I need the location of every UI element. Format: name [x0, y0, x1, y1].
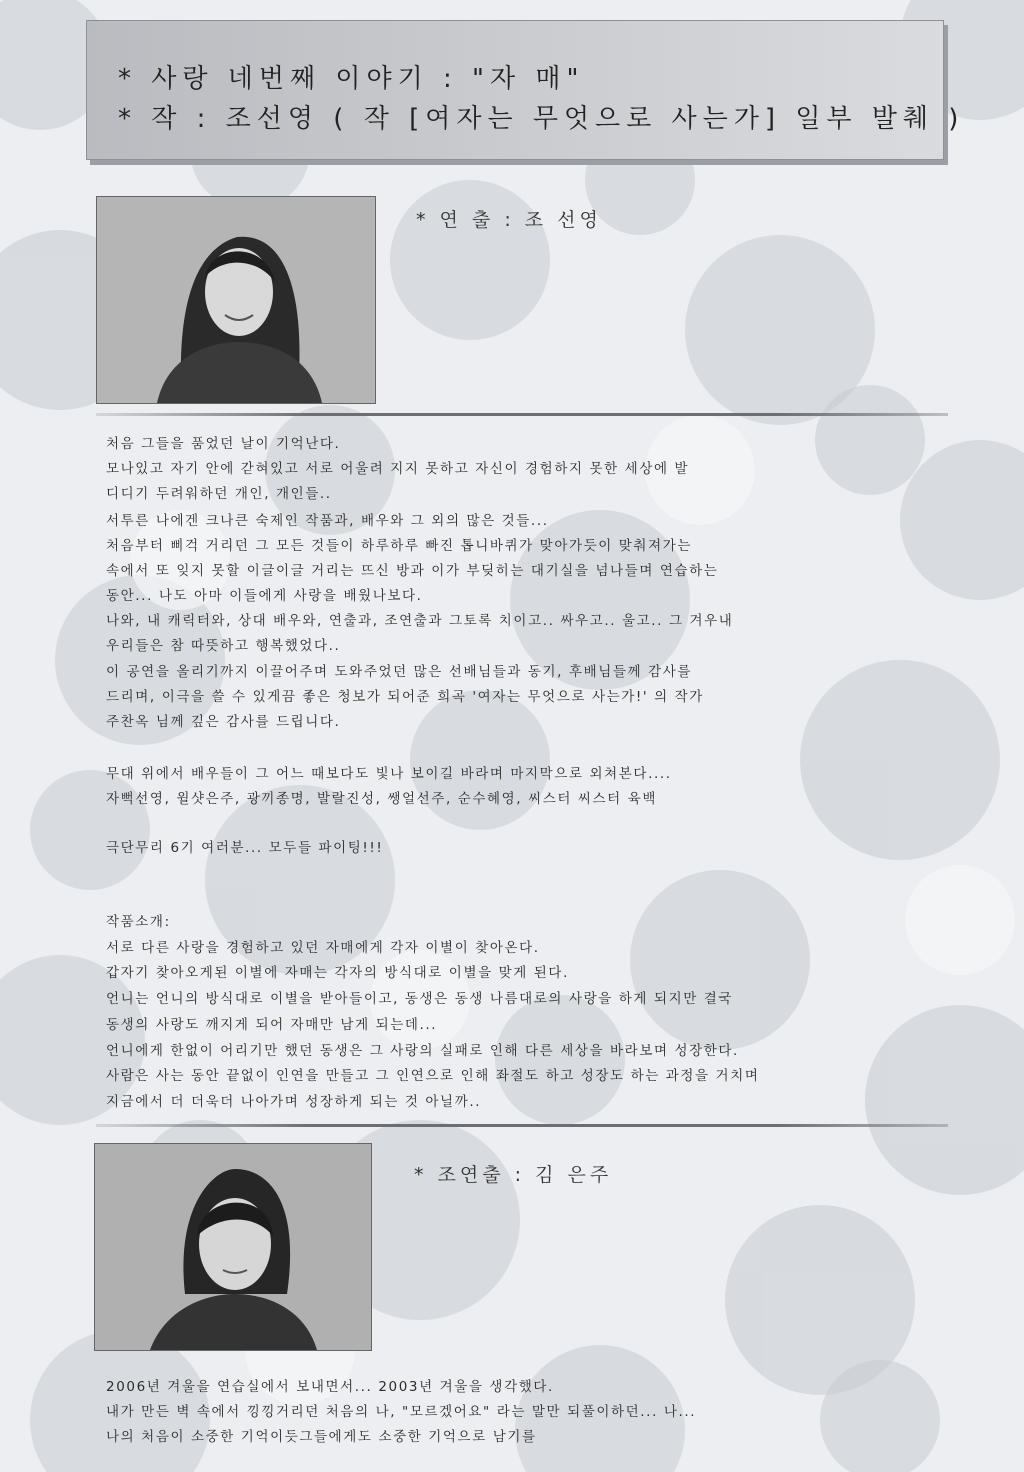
note-line: 극단무리 6기 여러분... 모두들 파이팅!!! — [106, 840, 384, 856]
note-line: 드리며, 이극을 쓸 수 있게끔 좋은 청보가 되어준 희곡 '여자는 무엇으로 사는가!' 의 작가 — [106, 689, 704, 705]
note-line: 서투른 나에겐 크나큰 숙제인 작품과, 배우와 그 외의 많은 것들... — [106, 513, 549, 529]
note-line: 디디기 두려워하던 개인, 개인들.. — [106, 486, 332, 502]
director-photo — [96, 196, 376, 404]
synopsis-line: 갑자기 찾아오게된 이별에 자매는 각자의 방식대로 이별을 맞게 된다. — [106, 965, 569, 981]
synopsis-heading: 작품소개: — [106, 914, 171, 930]
synopsis-line: 언니는 언니의 방식대로 이별을 받아들이고, 동생은 동생 나름대로의 사랑을 하게 되지만 결국 — [106, 991, 734, 1007]
synopsis-line: 언니에게 한없이 어리기만 했던 동생은 그 사랑의 실패로 인해 다른 세상을 바라보며 성장한다. — [106, 1043, 739, 1059]
assistant-director-photo — [94, 1143, 372, 1351]
note-line: 모나있고 자기 안에 갇혀있고 서로 어울려 지지 못하고 자신이 경험하지 못한 세상에 발 — [106, 461, 690, 477]
note-line: 처음부터 삐걱 거리던 그 모든 것들이 하루하루 빠진 톱니바퀴가 맞아가듯이 맞춰져가는 — [106, 538, 692, 554]
divider — [96, 1124, 948, 1127]
note-line: 처음 그들을 품었던 날이 기억난다. — [106, 436, 341, 452]
synopsis-line: 동생의 사랑도 깨지게 되어 자매만 남게 되는데... — [106, 1017, 438, 1033]
note-line: 동안... 나도 아마 이들에게 사랑을 배웠나보다. — [106, 588, 423, 604]
assistant-note-line: 내가 만든 벽 속에서 낑낑거리던 처음의 나, "모르겠어요" 라는 말만 되풀이하던... 나... — [106, 1404, 697, 1420]
note-line: 이 공연을 올리기까지 이끌어주며 도와주었던 많은 선배님들과 동기, 후배님들께 감사를 — [106, 664, 692, 680]
assistant-note-line: 2006년 겨울을 연습실에서 보내면서... 2003년 겨울을 생각했다. — [106, 1379, 554, 1395]
assistant-note-line: 나의 처음이 소중한 기억이듯그들에게도 소중한 기억으로 남기를 — [106, 1429, 537, 1445]
note-line: 주찬옥 님께 깊은 감사를 드립니다. — [106, 714, 341, 730]
note-line: 우리들은 참 따뜻하고 행복했었다.. — [106, 638, 341, 654]
assistant-director-credit: * 조연출 : 김 은주 — [414, 1164, 613, 1186]
divider — [96, 413, 948, 416]
note-line: 자뻑선영, 윌샷은주, 광끼종명, 발랄진성, 쌩얼선주, 순수혜영, 씨스터 씨스터 육백 — [106, 791, 657, 807]
synopsis-line: 사람은 사는 동안 끝없이 인연을 만들고 그 인연으로 인해 좌절도 하고 성장도 하는 과정을 거치며 — [106, 1068, 760, 1084]
note-line: 속에서 또 잊지 못할 이글이글 거리는 뜨신 방과 이가 부딪히는 대기실을 넘나들며 연습하는 — [106, 563, 719, 579]
note-line: 무대 위에서 배우들이 그 어느 때보다도 빛나 보이길 바라며 마지막으로 외쳐본다.... — [106, 766, 672, 782]
synopsis-line: 지금에서 더 더욱더 나아가며 성장하게 되는 것 아닐까.. — [106, 1094, 482, 1110]
title-line: * 사랑 네번째 이야기 : "자 매" — [118, 64, 585, 94]
author-line: * 작 : 조선영 ( 작 [여자는 무엇으로 사는가] 일부 발췌 ) — [118, 104, 965, 134]
synopsis-line: 서로 다른 사랑을 경험하고 있던 자매에게 각자 이별이 찾아온다. — [106, 940, 540, 956]
director-credit: * 연 출 : 조 선영 — [416, 209, 602, 231]
note-line: 나와, 내 캐릭터와, 상대 배우와, 연출과, 조연출과 그토록 치이고.. 싸우고.. 울고.. 그 겨우내 — [106, 613, 734, 629]
